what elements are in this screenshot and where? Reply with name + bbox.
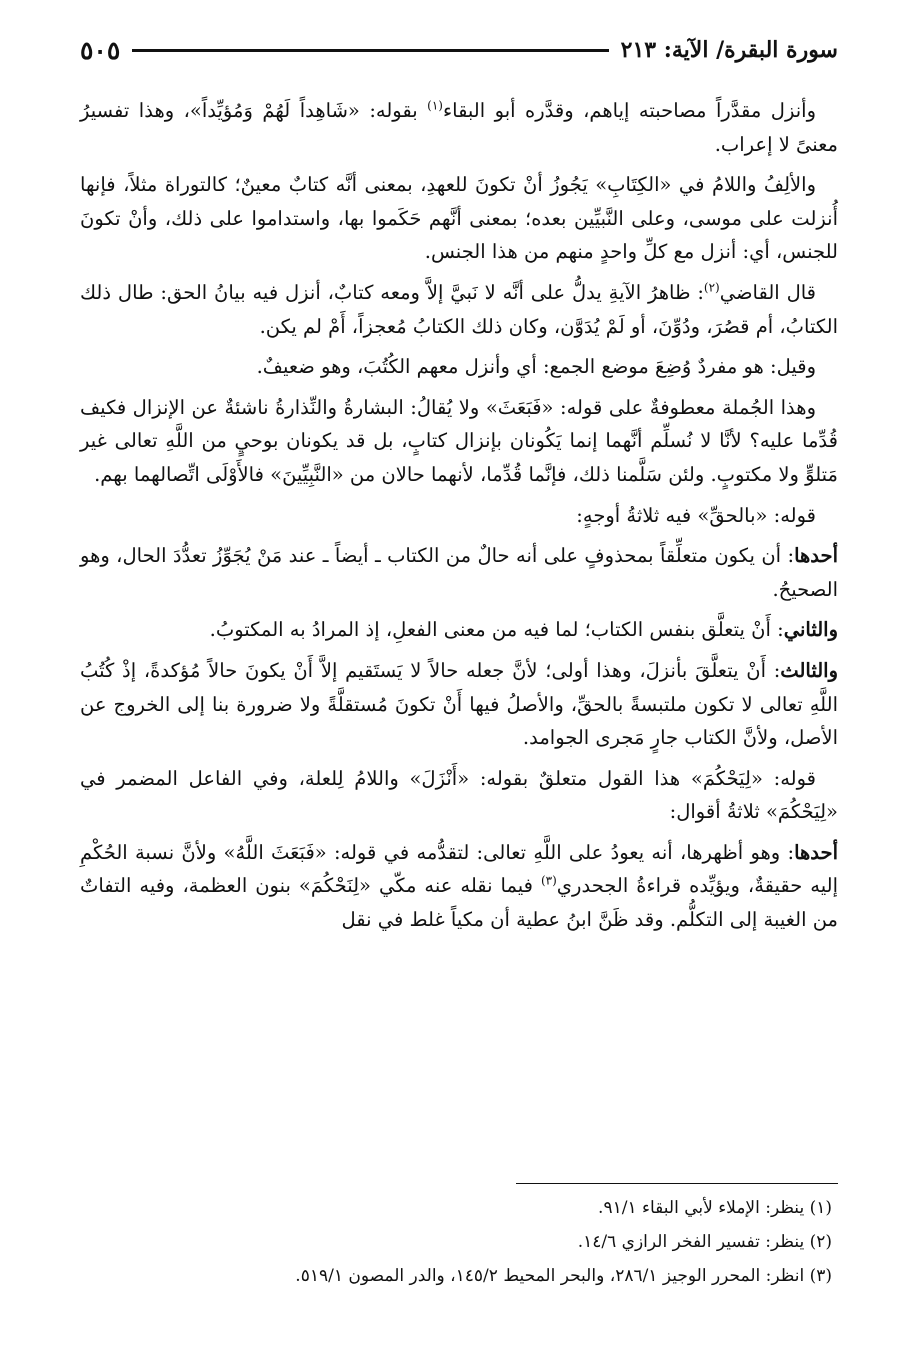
paragraph-lead: والثاني: [783, 618, 838, 642]
running-title: سورة البقرة/ الآية: ٢١٣: [620, 37, 838, 63]
paragraph-text: : وهو أظهرها، أنه يعودُ على اللَّهِ تعالى: لتقدُّمه في قوله: «فَبَعَثَ اللَّهُ» ولأنَّ نسبة الحُكْمِ إليه حقيقةٌ، ويؤيِّده قراءةُ الجحدري: [80, 840, 838, 898]
footnote: (١) ينظر: الإملاء لأبي البقاء ٩١/١.: [598, 1198, 832, 1218]
footnote-ref: (٢): [703, 280, 720, 295]
paragraph-text: فيما نقله عنه مكّي «لِنَحْكُمَ» بنون العظمة، وفيه التفاتٌ من الغيبة إلى التكلُّم. وقد ظَنَّ ابنُ عطية أن مكياً غلط في نقل: [80, 874, 838, 932]
paragraph: [80, 654, 838, 755]
footnote: (٢) ينظر: تفسير الفخر الرازي ١٤/٦.: [577, 1232, 832, 1252]
paragraph: [80, 350, 838, 384]
footnote-divider: [516, 1183, 838, 1184]
paragraph-text: قال القاضي: [719, 280, 817, 304]
footnote: (٣) انظر: المحرر الوجيز ٢٨٦/١، والبحر المحيط ١٤٥/٢، والدر المصون ٥١٩/١.: [295, 1266, 832, 1286]
paragraph-text: وقيل: هو مفردٌ وُضِعَ موضع الجمع: أي وأنزل معهم الكُتُبَ، وهو ضعيفٌ.: [256, 355, 816, 379]
footnote-ref: (١): [427, 98, 443, 113]
paragraph-text: والألِفُ واللامُ في «الكِتَابِ» يَجُوزُ أنْ تكونَ للعهدِ، بمعنى أنَّه كتابٌ معينٌ؛ كالتوراة مثلاً، فإنها أُنزلت على موسى، وعلى النَّبيِّين بعده؛ بمعنى أنَّهم حَكَموا بها، واستداموا على ذلك، وأنْ تكونَ للجنس، أي: أنزل مع كلِّ واحدٍ منهم من هذا الجنس.: [80, 173, 838, 264]
paragraph-text: : أن يكون متعلِّقاً بمحذوفٍ على أنه حالٌ من الكتاب ـ أيضاً ـ عند مَنْ يُجَوِّزُ تعدُّدَ الحال، وهو الصحيحُ.: [80, 544, 838, 601]
paragraph: [80, 762, 838, 829]
paragraph-text: : ظاهرُ الآيةِ يدلُّ على أنَّه لا نَبيَّ إلاَّ ومعه كتابٌ، أنزل فيه بيانُ الحق: طال ذلك الكتابُ، أم قصُرَ، ودُوِّنَ، أو لَمْ يُدَوَّن، وكان ذلك الكتابُ مُعجزاً، أَمْ لم يكن.: [80, 280, 838, 338]
paragraph: [80, 94, 838, 161]
paragraph: [80, 391, 838, 492]
paragraph: [80, 276, 838, 343]
paragraph-lead: أحدها: [794, 544, 838, 568]
paragraph: [80, 539, 838, 606]
paragraph-text: وهذا الجُملة معطوفةٌ على قوله: «فَبَعَثَ» ولا يُقالُ: البشارةُ والنِّذارةُ ناشئةٌ عن الإنزال فكيف قُدِّما عليه؟ لأنَّا لا نُسلِّم أنَّهما إنما يَكُونان بإنزال كتابٍ، بل قد يكونان بوحيٍ من اللَّهِ تعالى غير مَتلوٍّ ولا مكتوبٍ. ولئن سَلَّمنا ذلك، فإنَّما قُدِّما، لأنهما حالان من «النَّبِيِّينَ» فالأَوْلَى اتِّصالهما بهم.: [80, 395, 838, 486]
footnote-ref: (٣): [540, 873, 557, 888]
paragraph-text: بقوله: «شَاهِداً لَهُمْ وَمُؤيِّداً»، وهذا تفسيرُ معنىً لا إعراب.: [80, 99, 838, 156]
header-rule: [132, 49, 608, 52]
paragraph: [80, 836, 838, 937]
paragraph-lead: أحدها: [794, 840, 838, 864]
paragraph-text: : أَنْ يتعلَّق بنفس الكتاب؛ لما فيه من معنى الفعلِ، إذ المرادُ به المكتوبُ.: [209, 618, 784, 642]
paragraph: [80, 499, 838, 533]
page-number: ٥٠٥: [80, 35, 121, 65]
paragraph: [80, 168, 838, 269]
page-header: [80, 28, 838, 72]
main-text: [80, 94, 838, 944]
paragraph-text: : أَنْ يتعلَّقَ بأنزلَ، وهذا أولى؛ لأنَّ جعله حالاً لا يَستَقيم إلاَّ أَنْ يكونَ حالاً مُؤكدةً، إذْ كُتُبُ اللَّهِ تعالى لا تكون ملتبسةً بالحقِّ، والأصلُ فيها أَنْ تكونَ مُستقلَّةً ولا ضرورة بنا إلى الخروج عن الأصل، ولأنَّ الكتاب جارٍ مَجرى الجوامد.: [80, 658, 838, 750]
paragraph: [80, 613, 838, 647]
paragraph-text: قوله: «لِيَحْكُمَ» هذا القول متعلقٌ بقوله: «أَنْزَلَ» واللامُ لِلعلة، وفي الفاعل المضمر في «لِيَحْكُمَ» ثلاثةُ أقوال:: [80, 766, 838, 824]
paragraph-text: وأنزل مقدَّراً مصاحبته إياهم، وقدَّره أبو البقاء: [442, 99, 816, 122]
paragraph-text: قوله: «بالحقِّ» فيه ثلاثةُ أوجهٍ:: [576, 503, 816, 527]
footnotes: [80, 1193, 832, 1295]
paragraph-lead: والثالث: [780, 658, 838, 682]
